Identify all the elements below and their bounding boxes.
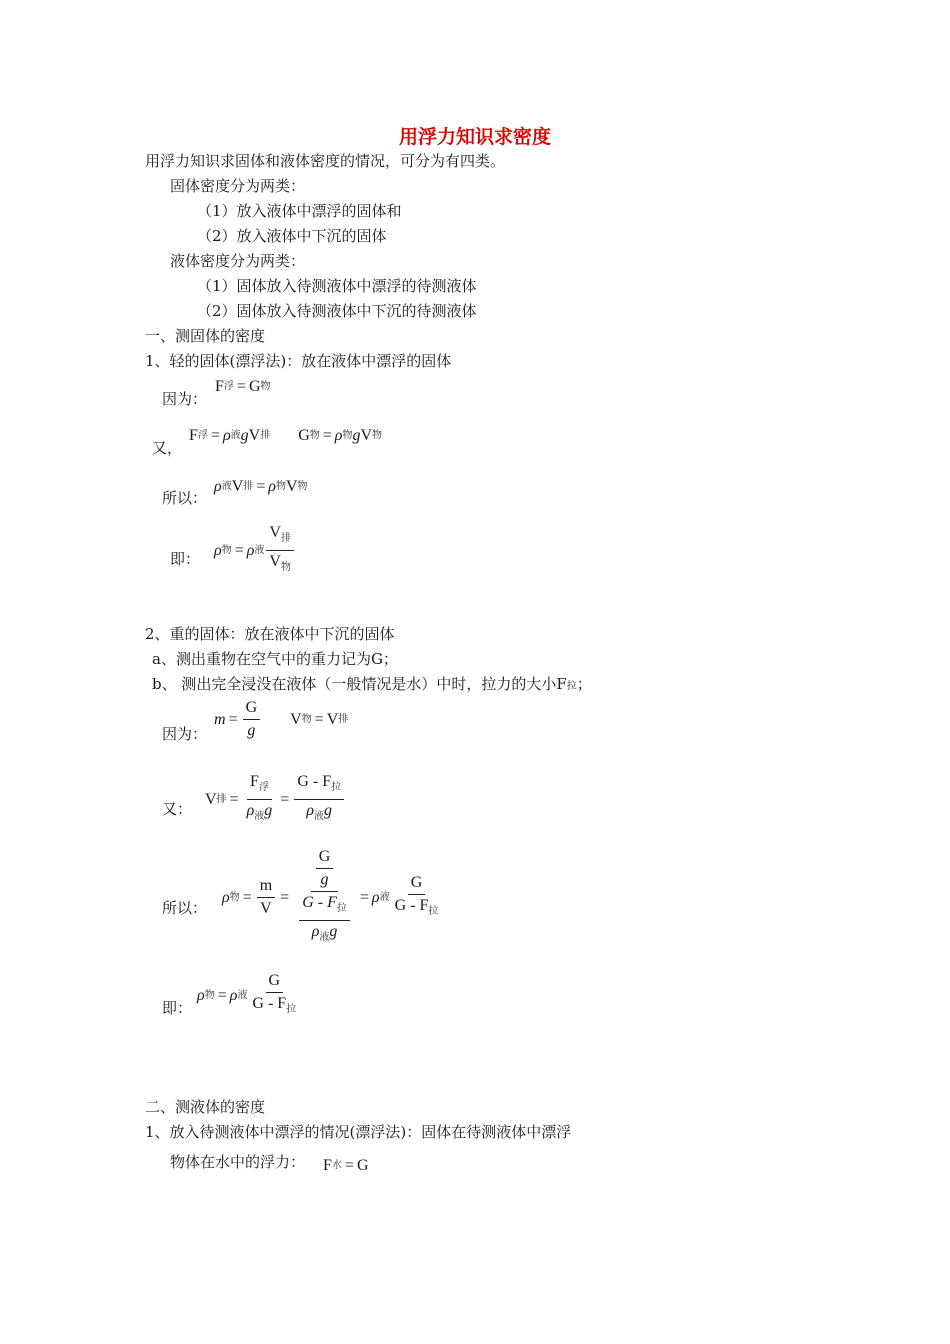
equation-sinking-density: ρ 物 = ρ 液 $\frac{G}{G - F_拉}$ bbox=[197, 972, 297, 1015]
equation-water-buoyancy: F 水 = G bbox=[323, 1157, 369, 1174]
equation-archimedes: F 浮 = ρ 液 g V 排 G 物 = ρ 物 g V 物 bbox=[189, 427, 383, 444]
liquid-type-1: （1）固体放入待测液体中漂浮的待测液体 bbox=[197, 277, 477, 295]
section-2-1-heading: 1、放入待测液体中漂浮的情况(漂浮法)：固体在待测液体中漂浮 bbox=[145, 1123, 572, 1141]
label-also-2: 又： bbox=[162, 800, 193, 818]
equation-sinking-density-derivation: ρ 物 = $\frac{m}{V}$ = $\frac{\frac{G}{g}}{\frac{G - F_拉}{\rho_液g}}$ = ρ 液 $\frac{G}{G - F_拉}$ bbox=[222, 848, 439, 943]
liquid-type-2: （2）固体放入待测液体中下沉的待测液体 bbox=[197, 302, 477, 320]
equation-displaced-volume: V 排 = $\frac{F_浮}{\rho_液g}$ = $\frac{G - F_拉}{\rho_液g}$ bbox=[205, 773, 346, 826]
equation-buoyancy-weight: F 浮 = G 物 bbox=[215, 378, 271, 395]
document-title: 用浮力知识求密度 bbox=[398, 126, 551, 148]
label-thus-2: 即： bbox=[162, 999, 193, 1017]
section-1-heading: 一、测固体的密度 bbox=[145, 327, 266, 345]
label-so-2: 所以： bbox=[162, 899, 208, 917]
label-also-1: 又， bbox=[152, 439, 183, 457]
solid-type-2: （2）放入液体中下沉的固体 bbox=[197, 227, 387, 245]
section-1-2-heading: 2、重的固体：放在液体中下沉的固体 bbox=[145, 625, 395, 643]
step-b: b、 测出完全浸没在液体（一般情况是水）中时，拉力的大小F拉； bbox=[152, 675, 592, 693]
solid-type-1: （1）放入液体中漂浮的固体和 bbox=[197, 202, 402, 220]
step-a: a、测出重物在空气中的重力记为G； bbox=[152, 650, 398, 668]
intro-line: 用浮力知识求固体和液体密度的情况，可分为有四类。 bbox=[145, 152, 506, 170]
solid-types-line: 固体密度分为两类： bbox=[170, 177, 306, 195]
water-buoyancy-text: 物体在水中的浮力： bbox=[170, 1153, 306, 1171]
equation-floating-density: ρ 物 = ρ 液 $\frac{V_排}{V_物}$ bbox=[214, 524, 296, 577]
equation-mass-volume: m = $\frac{G}{g}$ V 物 = V 排 bbox=[214, 699, 349, 739]
section-1-1-heading: 1、轻的固体(漂浮法)：放在液体中漂浮的固体 bbox=[145, 352, 452, 370]
label-because-1: 因为： bbox=[162, 390, 208, 408]
section-2-heading: 二、测液体的密度 bbox=[145, 1098, 266, 1116]
label-because-2: 因为： bbox=[162, 725, 208, 743]
label-so-1: 所以： bbox=[162, 489, 208, 507]
liquid-types-line: 液体密度分为两类： bbox=[170, 252, 306, 270]
equation-density-volume: ρ 液 V 排 = ρ 物 V 物 bbox=[214, 478, 308, 495]
label-thus-1: 即： bbox=[170, 550, 201, 568]
